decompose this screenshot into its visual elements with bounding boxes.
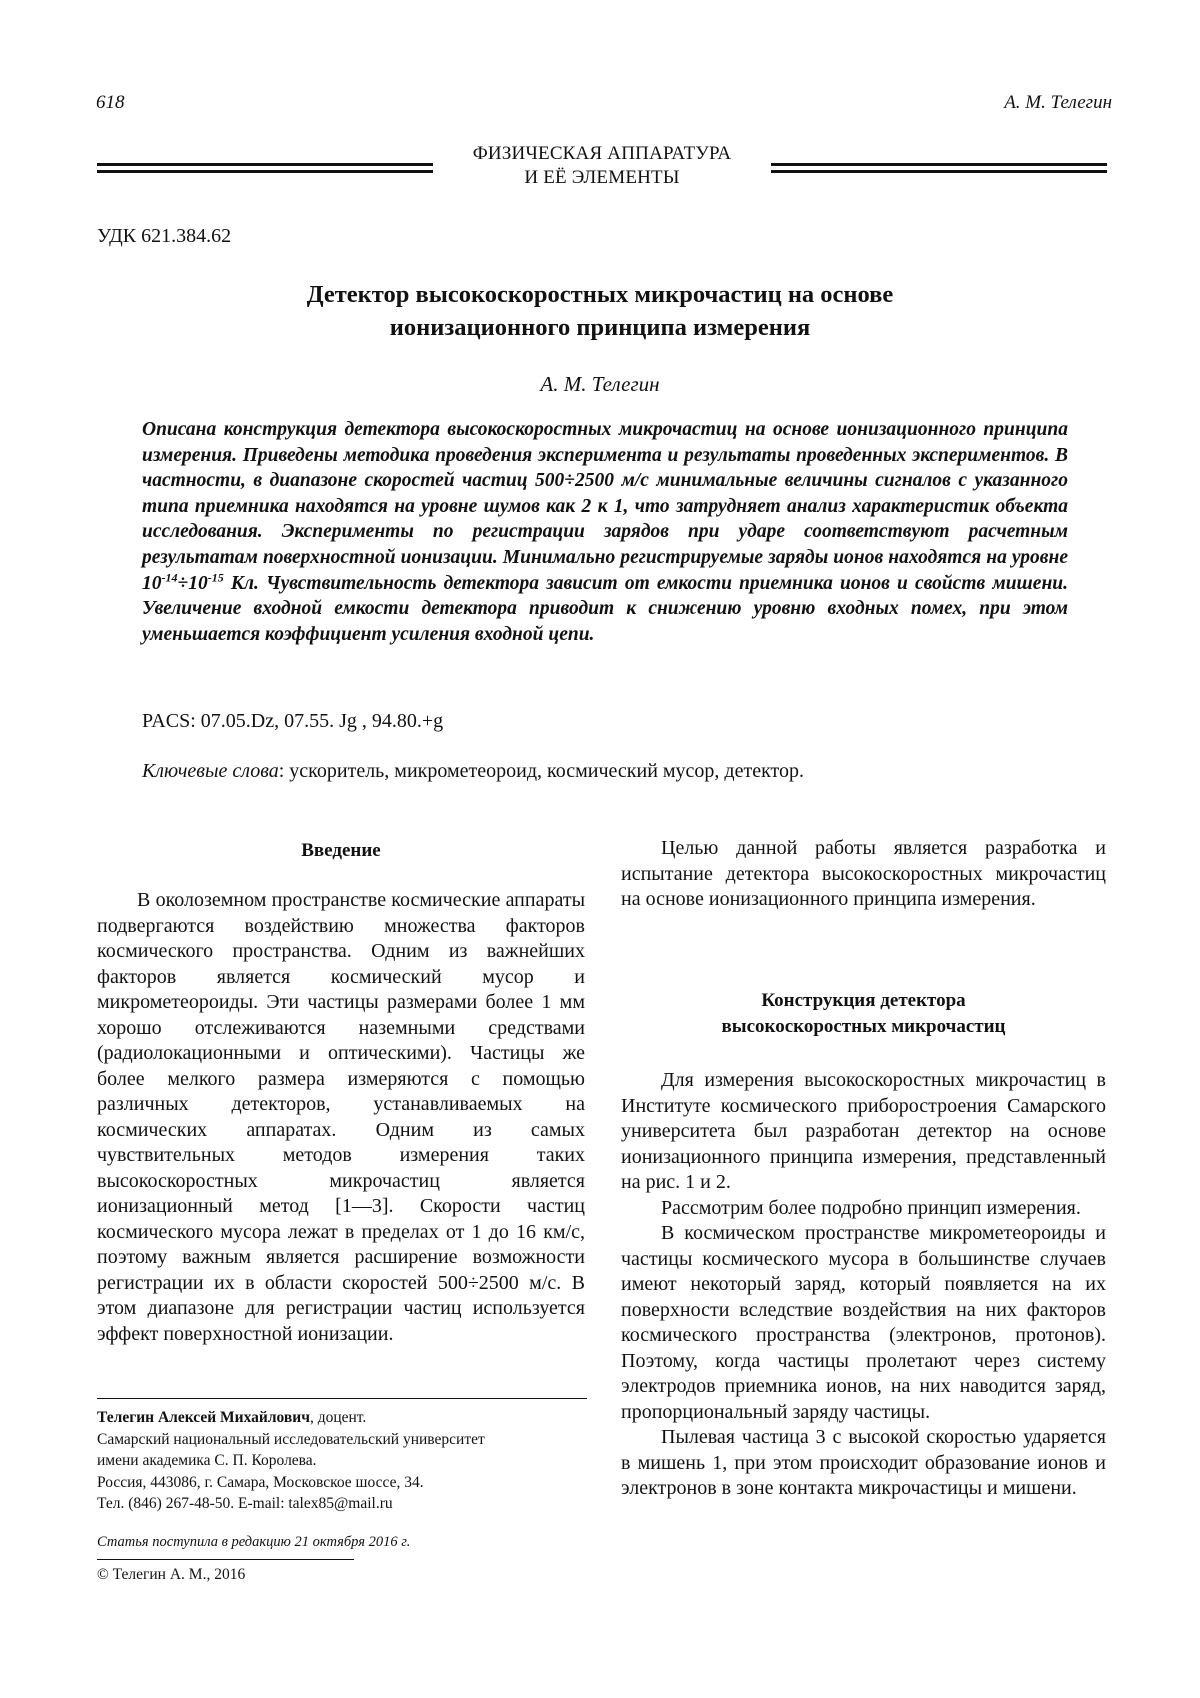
header-rule-left [97, 163, 433, 173]
footnote-position: , доцент. [309, 1409, 367, 1426]
design-section-heading [621, 988, 1106, 1040]
article-author: А. М. Телегин [540, 372, 660, 396]
design-heading-line1: Конструкция детектора [761, 990, 966, 1011]
pacs-codes: PACS: 07.05.Dz, 07.55. Jg , 94.80.+g [142, 710, 444, 732]
design-paragraph-2: Рассмотрим более подробно принцип измерения. [661, 1196, 1081, 1219]
footnote-line1 [97, 1407, 587, 1429]
design-body [621, 1068, 1106, 1502]
goal-paragraph: Целью данной работы является разработка и испытание детектора высокоскоростных микрочастиц на основе ионизационного принципа измерения. [621, 837, 1106, 910]
footnote-author-name: Телегин Алексей Михайлович [97, 1409, 310, 1426]
received-date: Статья поступила в редакцию 21 октября 2016 г. [97, 1534, 411, 1550]
intro-paragraph: В околоземном пространстве космические аппараты подвергаются воздействию множества факторов космического пространства. Одним из важнейших факторов является космический мусор и микрометеороиды. Эти частицы размерами более 1 мм хорошо отслеживаются наземными средствами (радиолокационными и оптическими). Частицы же более мелкого размера измеряются с помощью различных детекторов, устанавливаемых на космических аппаратах. Одним из самых чувствительных методов измерения таких высокоскоростных микрочастиц является ионизационный метод [1—3]. Скорости частиц космического мусора лежат в пределах от 1 до 16 км/с, поэтому важным является расширение возможности регистрации их в области скоростей 500÷2500 м/с. В этом диапазоне для регистрации частиц используется эффект поверхностной ионизации. [97, 889, 585, 1345]
article-title [97, 278, 1103, 344]
abstract [142, 417, 1068, 647]
abstract-text-part1: Описана конструкция детектора высокоскоростных микрочастиц на основе ионизационного принципа измерения. Приведены методика проведения эксперимента и результаты проведенных экспериментов. В частности, в диапазоне скоростей частиц 500÷2500 м/с минимальные величины сигналов с указанного типа приемника находятся на уровне шумов как 2 к 1, что затрудняет анализ характеристик объекта исследования. Эксперименты по регистрации зарядов при ударе соответствуют расчетным результатам поверхностной ионизации. Минимально регистрируемые заряды ионов находятся на уровне 10 [142, 419, 1068, 594]
keywords [142, 760, 804, 783]
section-heading-line2: И ЕЁ ЭЛЕМЕНТЫ [524, 167, 680, 188]
design-paragraph-4: Пылевая частица 3 с высокой скоростью ударяется в мишень 1, при этом происходит образование ионов и электронов в зоне контакта микрочастицы и мишени. [621, 1426, 1106, 1499]
page-number: 618 [96, 92, 125, 113]
intro-section [97, 838, 585, 864]
footnote-line4: Россия, 443086, г. Самара, Московское шоссе, 34. [97, 1473, 424, 1491]
author-footnote [97, 1407, 587, 1515]
section-heading-line1: ФИЗИЧЕСКАЯ АППАРАТУРА [472, 143, 732, 164]
copyright: © Телегин А. М., 2016 [97, 1566, 246, 1583]
footnote-line3: имени академика С. П. Королева. [97, 1452, 317, 1469]
goal-section [621, 836, 1106, 913]
abstract-text-part2: Кл. Чувствительность детектора зависит от емкости приемника ионов и свойств мишени. Увеличение входной емкости детектора приводит к снижению уровню входных помех, при этом уменьшается коэффициент усиления входной цепи. [142, 572, 1068, 645]
article-title-line1: Детектор высокоскоростных микрочастиц на основе [306, 281, 894, 308]
intro-body [97, 888, 585, 1347]
keywords-label: Ключевые слова [142, 760, 279, 782]
footnote-divider [97, 1398, 587, 1399]
copyright-divider [97, 1559, 354, 1560]
abstract-exponent-2: -15 [207, 570, 224, 585]
keywords-text: : ускоритель, микрометеороид, космический мусор, детектор. [278, 760, 805, 782]
footnote-line5: Тел. (846) 267-48-50. E-mail: talex85@mail.ru [97, 1495, 393, 1512]
header-rule-right [771, 163, 1107, 173]
article-title-line2: ионизационного принципа измерения [389, 314, 811, 341]
running-header-author: А. М. Телегин [1004, 92, 1112, 113]
design-paragraph-3: В космическом пространстве микрометеороиды и частицы космического мусора в большинстве случаев имеют некоторый заряд, который появляется на их поверхности вследствие воздействия на них факторов космического пространства (электронов, протонов). Поэтому, когда частицы пролетают через систему электродов приемника ионов, на них наводится заряд, пропорциональный заряду частицы. [621, 1222, 1106, 1423]
section-heading [433, 142, 771, 190]
design-heading-line2: высокоскоростных микрочастиц [721, 1016, 1006, 1037]
abstract-text-mid: ÷10 [177, 572, 208, 594]
footnote-line2: Самарский национальный исследовательский университет [97, 1430, 485, 1448]
udk-code: УДК 621.384.62 [97, 225, 232, 247]
intro-heading: Введение [301, 840, 381, 861]
design-paragraph-1: Для измерения высокоскоростных микрочастиц в Институте космического приборостроения Самарского университета был разработан детектор на основе ионизационного принципа измерения, представленный на рис. 1 и 2. [621, 1069, 1106, 1193]
abstract-exponent-1: -14 [161, 570, 178, 585]
